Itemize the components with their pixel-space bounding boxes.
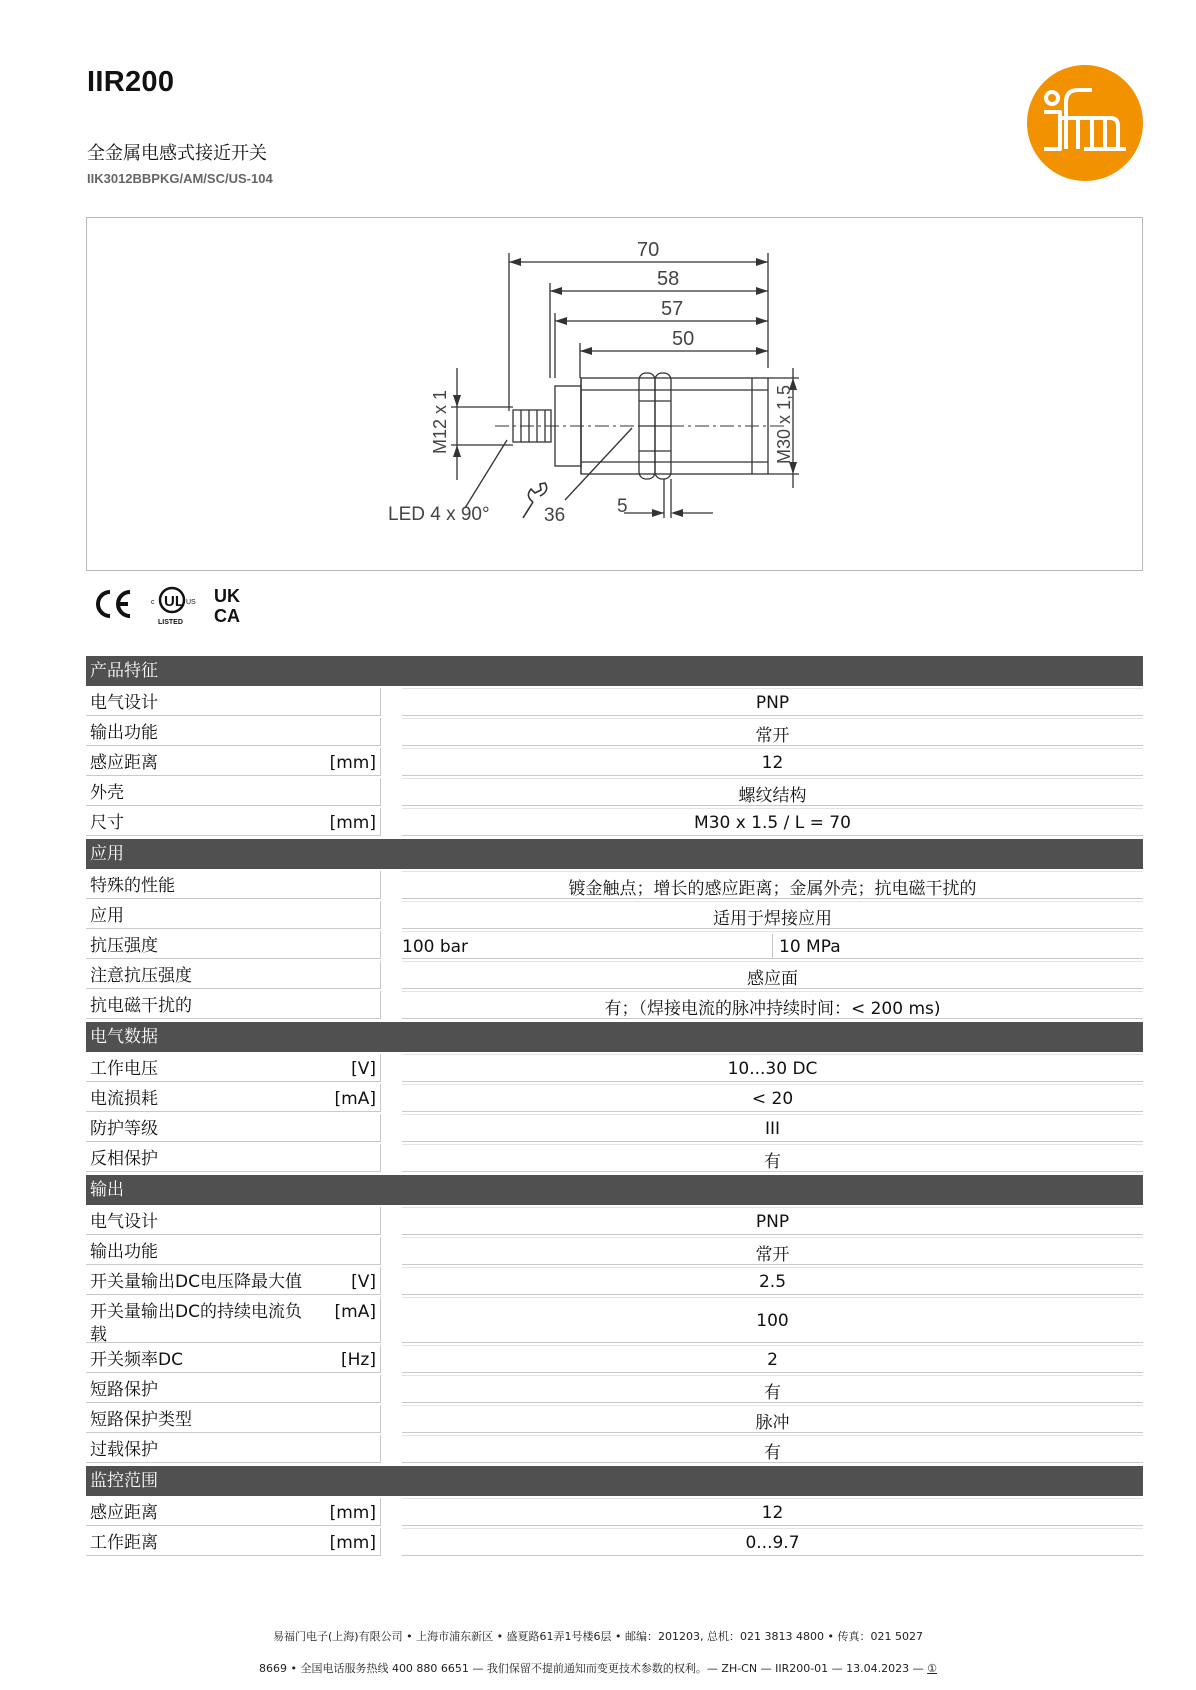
certification-marks xyxy=(94,580,264,630)
footer-legal-text: 8669 • 全国电话服务热线 400 880 6651 — 我们保留不提前通知而变更技术参数的权利。— ZH-CN — IIR200-01 — 13.04.2023 — xyxy=(258,1662,928,1675)
spec-value-cell xyxy=(402,1345,1143,1373)
spec-label: 输出功能 xyxy=(90,723,158,743)
spec-value-cell xyxy=(402,1054,1143,1082)
spec-value: 感应面 xyxy=(747,968,798,989)
spec-label-cell xyxy=(86,748,381,776)
spec-value: 适用于焊接应用 xyxy=(713,908,832,929)
spec-value-cell xyxy=(402,688,1143,716)
spec-row xyxy=(86,688,1143,716)
spec-row xyxy=(86,1405,1143,1433)
spec-label: 防护等级 xyxy=(90,1119,158,1139)
spec-row xyxy=(86,718,1143,746)
spec-value: PNP xyxy=(755,693,790,713)
thread-m12-label: M12 x 1 xyxy=(430,389,450,454)
section-header: 监控范围 xyxy=(86,1466,1143,1496)
spec-unit: [V] xyxy=(351,1059,376,1079)
spec-row xyxy=(86,931,1143,959)
spec-row xyxy=(86,778,1143,806)
spec-value: 常开 xyxy=(755,725,790,746)
spec-value-cell xyxy=(402,1144,1143,1172)
spec-label-cell xyxy=(86,688,381,716)
spec-value-cell xyxy=(402,1237,1143,1265)
spec-row xyxy=(86,1375,1143,1403)
spec-value: III xyxy=(764,1119,781,1139)
spec-row xyxy=(86,1267,1143,1295)
spec-value-cell xyxy=(402,961,1143,989)
spec-label: 过载保护 xyxy=(90,1440,158,1460)
spec-row xyxy=(86,1297,1143,1343)
spec-value: 脉冲 xyxy=(755,1412,790,1433)
spec-value: 有 xyxy=(764,1442,781,1463)
spec-unit: [V] xyxy=(351,1272,376,1292)
spec-label: 外壳 xyxy=(90,783,124,803)
spec-row xyxy=(86,1237,1143,1265)
spec-value: PNP xyxy=(755,1212,790,1232)
spec-value-cell xyxy=(402,1207,1143,1235)
spec-label: 感应距离 xyxy=(90,753,158,773)
ukca-mark-icon xyxy=(214,586,240,626)
spec-value-cell xyxy=(402,718,1143,746)
spec-row xyxy=(86,1498,1143,1526)
spec-label-cell xyxy=(86,1498,381,1526)
spec-label: 开关量输出DC的持续电流负载 xyxy=(90,1302,302,1345)
spec-value: 常开 xyxy=(755,1244,790,1265)
spec-label: 特殊的性能 xyxy=(90,876,175,896)
spec-value: 0...9.7 xyxy=(745,1533,800,1553)
spec-label-cell xyxy=(86,1114,381,1142)
spec-value: 12 xyxy=(761,753,784,773)
culus-listed-icon xyxy=(151,588,196,626)
spec-label-cell xyxy=(86,1435,381,1463)
spec-label: 开关量输出DC电压降最大值 xyxy=(90,1272,302,1292)
spec-value-cell xyxy=(402,1375,1143,1403)
spec-value-cell xyxy=(402,991,1143,1019)
spec-label-cell xyxy=(86,1207,381,1235)
spec-value-cell xyxy=(402,1114,1143,1142)
svg-text:UK: UK xyxy=(214,586,240,606)
section-header: 应用 xyxy=(86,839,1143,869)
spec-value: 有；（焊接电流的脉冲持续时间：< 200 ms) xyxy=(604,998,941,1019)
spec-label-cell xyxy=(86,991,381,1019)
spec-row xyxy=(86,1114,1143,1142)
svg-text:LISTED: LISTED xyxy=(158,619,183,626)
spec-label: 抗电磁干扰的 xyxy=(90,996,192,1016)
spec-row xyxy=(86,748,1143,776)
dim-50-label: 50 xyxy=(672,328,695,350)
dim-57-label: 57 xyxy=(661,298,684,320)
spec-value: 2.5 xyxy=(758,1272,787,1292)
spec-value: 100 xyxy=(756,1311,789,1331)
spec-row xyxy=(86,961,1143,989)
article-number: IIK3012BBPKG/AM/SC/US-104 xyxy=(87,171,273,186)
spec-unit: [Hz] xyxy=(341,1350,376,1370)
product-title: IIR200 xyxy=(87,66,175,98)
spec-value-cell xyxy=(402,1498,1143,1526)
spec-value: < 20 xyxy=(751,1089,794,1109)
spec-label: 反相保护 xyxy=(90,1149,158,1169)
spec-label: 电流损耗 xyxy=(90,1089,158,1109)
spec-label-cell xyxy=(86,1144,381,1172)
section-header: 产品特征 xyxy=(86,656,1143,686)
spec-label-cell xyxy=(86,778,381,806)
spec-value: 12 xyxy=(761,1503,784,1523)
spec-row xyxy=(86,1435,1143,1463)
spec-label: 开关频率DC xyxy=(90,1350,183,1370)
svg-text:c: c xyxy=(151,599,155,606)
product-subtitle: 全金属电感式接近开关 xyxy=(87,143,267,164)
spec-label-cell xyxy=(86,1528,381,1556)
spec-label: 输出功能 xyxy=(90,1242,158,1262)
spec-value-cell xyxy=(402,778,1143,806)
spec-value-cell xyxy=(402,931,1143,959)
spec-label-cell xyxy=(86,1405,381,1433)
dim-70-label: 70 xyxy=(637,239,660,261)
dimension-drawing xyxy=(87,218,1144,572)
spec-value: 镀金触点；增长的感应距离；金属外壳；抗电磁干扰的 xyxy=(568,878,977,899)
thread-m30-label: M30 x 1,5 xyxy=(774,384,794,464)
spec-row xyxy=(86,1054,1143,1082)
spec-label-cell xyxy=(86,1375,381,1403)
specification-table xyxy=(86,656,1143,1556)
spec-label-cell xyxy=(86,901,381,929)
spec-value-cell xyxy=(402,1267,1143,1295)
svg-text:US: US xyxy=(186,599,196,606)
wrench-size-label: 36 xyxy=(544,505,566,526)
spec-row xyxy=(86,1084,1143,1112)
spec-row xyxy=(86,1345,1143,1373)
spec-label: 工作距离 xyxy=(90,1533,158,1553)
spec-row xyxy=(86,901,1143,929)
dim-58-label: 58 xyxy=(657,268,680,290)
spec-unit: [mm] xyxy=(329,753,376,773)
spec-value-cell xyxy=(402,1297,1143,1343)
spec-label: 短路保护类型 xyxy=(90,1410,192,1430)
spec-label-cell xyxy=(86,871,381,899)
spec-label-cell xyxy=(86,1267,381,1295)
spec-label: 应用 xyxy=(90,906,124,926)
spec-unit: [mA] xyxy=(334,1089,376,1109)
spec-label: 电气设计 xyxy=(90,1212,158,1232)
spec-label: 短路保护 xyxy=(90,1380,158,1400)
spec-label: 尺寸 xyxy=(90,813,124,833)
spec-value: M30 x 1.5 / L = 70 xyxy=(694,813,851,833)
spec-value-cell xyxy=(402,1405,1143,1433)
spec-label: 抗压强度 xyxy=(90,936,158,956)
spec-value: 有 xyxy=(764,1382,781,1403)
spec-unit: [mm] xyxy=(329,1533,376,1553)
spec-value-cell xyxy=(402,1528,1143,1556)
spec-value: 100 bar xyxy=(402,934,773,958)
spec-label-cell xyxy=(86,931,381,959)
spec-label: 工作电压 xyxy=(90,1059,158,1079)
spec-label: 感应距离 xyxy=(90,1503,158,1523)
spec-label-cell xyxy=(86,961,381,989)
spec-value-cell xyxy=(402,871,1143,899)
spec-value-cell xyxy=(402,808,1143,836)
dimension-drawing-frame xyxy=(86,217,1143,571)
section-header: 输出 xyxy=(86,1175,1143,1205)
spec-value-cell xyxy=(402,1435,1143,1463)
page-number-glyph: ① xyxy=(927,1662,938,1675)
spec-row xyxy=(86,808,1143,836)
spec-label-cell xyxy=(86,718,381,746)
spec-label-cell xyxy=(86,1345,381,1373)
spec-value: 有 xyxy=(764,1151,781,1172)
spec-label-cell xyxy=(86,808,381,836)
spec-value-cell xyxy=(402,1084,1143,1112)
spec-row xyxy=(86,871,1143,899)
spec-row xyxy=(86,1144,1143,1172)
spec-value: 10...30 DC xyxy=(727,1059,818,1079)
spec-unit: [mm] xyxy=(329,813,376,833)
spec-unit: [mm] xyxy=(329,1503,376,1523)
spec-label-cell xyxy=(86,1084,381,1112)
spec-label-cell xyxy=(86,1237,381,1265)
spec-row xyxy=(86,1207,1143,1235)
led-label: LED 4 x 90° xyxy=(388,504,490,525)
section-header: 电气数据 xyxy=(86,1022,1143,1052)
ifm-logo xyxy=(1026,64,1144,182)
spec-row xyxy=(86,1528,1143,1556)
spec-label-cell xyxy=(86,1054,381,1082)
spec-value-cell xyxy=(402,901,1143,929)
nut-thickness-label: 5 xyxy=(617,496,628,517)
spec-label-cell xyxy=(86,1297,381,1343)
spec-value: 螺纹结构 xyxy=(738,785,807,806)
svg-text:UL: UL xyxy=(164,593,184,610)
logo-text: ifm xyxy=(1026,64,1028,65)
spec-row xyxy=(86,991,1143,1019)
spec-value-secondary: 10 MPa xyxy=(779,937,841,957)
spec-value-cell xyxy=(402,748,1143,776)
ce-mark-icon xyxy=(98,592,130,616)
spec-label: 注意抗压强度 xyxy=(90,966,192,986)
spec-value: 2 xyxy=(767,1350,778,1370)
spec-label: 电气设计 xyxy=(90,693,158,713)
footer-legal xyxy=(0,1660,1196,1676)
svg-text:CA: CA xyxy=(214,606,240,626)
footer-address: 易福门电子(上海)有限公司 • 上海市浦东新区 • 盛夏路61弄1号楼6层 • 邮编：201203, 总机：021 3813 4800 • 传真：021 5027 xyxy=(273,1630,923,1643)
spec-unit: [mA] xyxy=(334,1302,376,1322)
